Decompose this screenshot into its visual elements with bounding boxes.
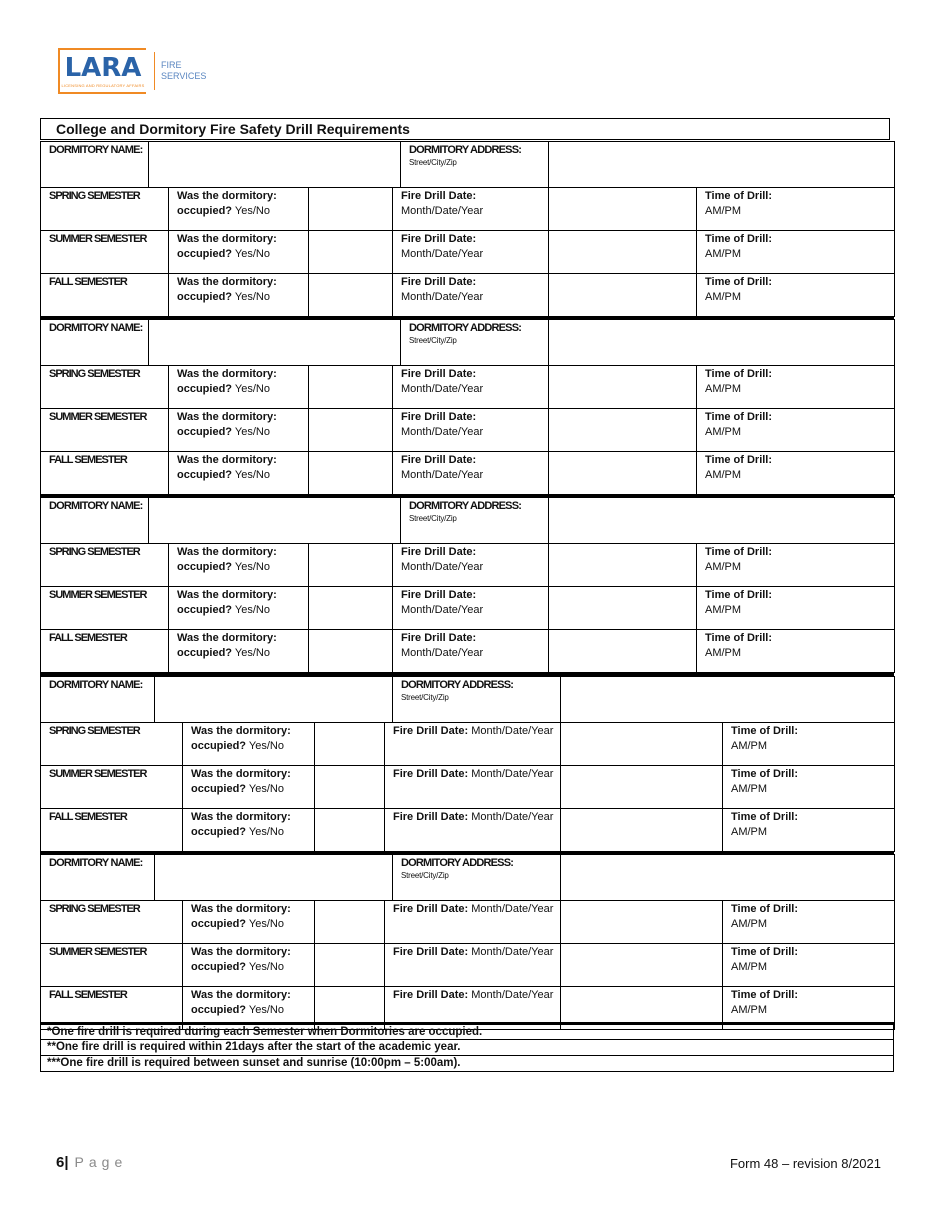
drill-date-field[interactable] (561, 723, 723, 766)
occupied-hint: Yes/No (234, 469, 270, 481)
drill-date-hint: Month/Date/Year (401, 561, 484, 573)
drill-date-label (393, 366, 549, 409)
logo-divider (154, 52, 155, 90)
drill-time-text: Time of Drill: (705, 632, 773, 644)
occupied-hint: Yes/No (234, 604, 270, 616)
occupied-question: Was the dormitory: occupied? (177, 411, 277, 438)
logo-tagline: LICENSING AND REGULATORY AFFAIRS (61, 82, 145, 88)
occupied-question: Was the dormitory: occupied? (177, 632, 277, 659)
occupied-hint: Yes/No (234, 426, 270, 438)
dorm-address-hint: Street/City/Zip (409, 514, 457, 523)
drill-date-label (393, 587, 549, 630)
semester-row (41, 544, 895, 587)
occupied-field[interactable] (309, 231, 393, 274)
dorm-name-field[interactable] (149, 320, 401, 366)
occupied-question: Was the dormitory: occupied? (191, 903, 291, 930)
dorm-address-hint: Street/City/Zip (401, 871, 449, 880)
occupied-question: Was the dormitory: occupied? (177, 276, 277, 303)
semester-label: SUMMER SEMESTER (41, 409, 169, 452)
drill-time-hint: AM/PM (705, 469, 742, 481)
drill-time-label (697, 274, 895, 317)
semester-label: SUMMER SEMESTER (41, 944, 183, 987)
dormitory-table (40, 676, 895, 852)
dormitory-block (40, 494, 894, 673)
drill-date-field[interactable] (549, 409, 697, 452)
drill-date-field[interactable] (549, 587, 697, 630)
drill-date-hint: Month/Date/Year (471, 725, 554, 737)
dormitory-table (40, 141, 895, 317)
semester-label: SPRING SEMESTER (41, 366, 169, 409)
drill-time-hint: AM/PM (731, 918, 768, 930)
drill-date-text: Fire Drill Date: (401, 368, 477, 380)
dorm-name-field[interactable] (149, 142, 401, 188)
dormitory-table (40, 319, 895, 495)
logo-mark (58, 48, 146, 94)
occupied-field[interactable] (309, 452, 393, 495)
drill-date-text: Fire Drill Date: (401, 454, 477, 466)
semester-label: SUMMER SEMESTER (41, 587, 169, 630)
occupied-field[interactable] (315, 809, 385, 852)
page-number (56, 1154, 127, 1171)
drill-date-hint: Month/Date/Year (471, 768, 554, 780)
dormitory-block (40, 316, 894, 495)
semester-row (41, 723, 895, 766)
drill-time-label (723, 944, 895, 987)
drill-date-text: Fire Drill Date: (401, 411, 477, 423)
drill-date-text: Fire Drill Date: (401, 632, 477, 644)
occupied-hint: Yes/No (248, 961, 284, 973)
drill-time-label (697, 452, 895, 495)
dorm-name-field[interactable] (155, 855, 393, 901)
semester-label: SPRING SEMESTER (41, 723, 183, 766)
dormitory-block (40, 141, 894, 317)
drill-time-hint: AM/PM (731, 826, 768, 838)
occupied-label (169, 366, 309, 409)
drill-date-field[interactable] (561, 809, 723, 852)
dorm-name-label: DORMITORY NAME: (41, 320, 149, 366)
semester-label: SPRING SEMESTER (41, 188, 169, 231)
dormitory-table (40, 854, 895, 1030)
occupied-hint: Yes/No (234, 291, 270, 303)
occupied-hint: Yes/No (248, 740, 284, 752)
drill-date-hint: Month/Date/Year (401, 248, 484, 260)
semester-label: FALL SEMESTER (41, 452, 169, 495)
occupied-question: Was the dormitory: occupied? (177, 454, 277, 481)
drill-time-label (723, 766, 895, 809)
dorm-name-field[interactable] (155, 677, 393, 723)
drill-date-hint: Month/Date/Year (401, 604, 484, 616)
drill-time-label (697, 366, 895, 409)
drill-time-hint: AM/PM (705, 205, 742, 217)
dorm-address-text: DORMITORY ADDRESS: (409, 144, 522, 156)
occupied-label (169, 452, 309, 495)
drill-date-field[interactable] (549, 366, 697, 409)
occupied-label (183, 766, 315, 809)
semester-label: SUMMER SEMESTER (41, 231, 169, 274)
drill-time-hint: AM/PM (705, 426, 742, 438)
occupied-hint: Yes/No (234, 248, 270, 260)
drill-time-label (697, 188, 895, 231)
drill-date-field[interactable] (561, 766, 723, 809)
note-1: *One fire drill is required during each Semester when Dormitories are occupied. (40, 1022, 894, 1040)
semester-row (41, 766, 895, 809)
semester-label: FALL SEMESTER (41, 809, 183, 852)
drill-date-field[interactable] (549, 188, 697, 231)
form-title: College and Dormitory Fire Safety Drill Requirements (40, 118, 890, 140)
occupied-hint: Yes/No (248, 783, 284, 795)
dorm-address-field[interactable] (549, 498, 895, 544)
semester-label: FALL SEMESTER (41, 274, 169, 317)
occupied-label (183, 809, 315, 852)
drill-time-hint: AM/PM (705, 248, 742, 260)
drill-time-text: Time of Drill: (705, 276, 773, 288)
dorm-address-label (401, 320, 549, 366)
drill-date-label (393, 231, 549, 274)
form-revision: Form 48 – revision 8/2021 (729, 1156, 881, 1171)
dorm-address-label (393, 677, 561, 723)
drill-time-text: Time of Drill: (705, 411, 773, 423)
occupied-hint: Yes/No (248, 918, 284, 930)
occupied-hint: Yes/No (234, 647, 270, 659)
drill-date-hint: Month/Date/Year (401, 469, 484, 481)
occupied-question: Was the dormitory: occupied? (177, 233, 277, 260)
dormitory-table (40, 497, 895, 673)
drill-date-label (385, 901, 561, 944)
dormitory-header-row (41, 677, 895, 723)
drill-date-text: Fire Drill Date: (401, 233, 477, 245)
semester-row (41, 452, 895, 495)
drill-date-hint: Month/Date/Year (401, 291, 484, 303)
dorm-address-field[interactable] (549, 320, 895, 366)
logo-subtitle (161, 60, 206, 82)
drill-date-label (385, 944, 561, 987)
drill-date-hint: Month/Date/Year (401, 647, 484, 659)
dorm-address-field[interactable] (561, 855, 895, 901)
drill-time-text: Time of Drill: (705, 454, 773, 466)
drill-time-hint: AM/PM (731, 1004, 768, 1016)
drill-date-label (393, 188, 549, 231)
semester-row (41, 409, 895, 452)
dorm-address-text: DORMITORY ADDRESS: (401, 679, 514, 691)
semester-row (41, 901, 895, 944)
drill-date-text: Fire Drill Date: (393, 768, 469, 780)
semester-row (41, 630, 895, 673)
occupied-question: Was the dormitory: occupied? (191, 768, 291, 795)
drill-date-field[interactable] (549, 544, 697, 587)
drill-time-text: Time of Drill: (731, 946, 799, 958)
dorm-address-field[interactable] (561, 677, 895, 723)
drill-date-label (393, 630, 549, 673)
drill-date-text: Fire Drill Date: (401, 589, 477, 601)
drill-time-text: Time of Drill: (731, 903, 799, 915)
drill-time-label (723, 901, 895, 944)
drill-time-text: Time of Drill: (705, 546, 773, 558)
occupied-question: Was the dormitory: occupied? (177, 190, 277, 217)
semester-row (41, 944, 895, 987)
dorm-address-label (393, 855, 561, 901)
logo-brand: LARA (64, 52, 142, 83)
occupied-label (183, 944, 315, 987)
occupied-question: Was the dormitory: occupied? (191, 811, 291, 838)
drill-time-label (697, 544, 895, 587)
dorm-address-text: DORMITORY ADDRESS: (409, 322, 522, 334)
dormitory-header-row (41, 498, 895, 544)
dorm-address-field[interactable] (549, 142, 895, 188)
drill-date-text: Fire Drill Date: (401, 190, 477, 202)
page-number-value: 6| (56, 1154, 69, 1171)
occupied-question: Was the dormitory: occupied? (177, 368, 277, 395)
occupied-field[interactable] (309, 587, 393, 630)
drill-time-text: Time of Drill: (705, 233, 773, 245)
dorm-address-hint: Street/City/Zip (401, 693, 449, 702)
note-3: ***One fire drill is required between sunset and sunrise (10:00pm – 5:00am). (40, 1056, 894, 1072)
drill-time-hint: AM/PM (731, 783, 768, 795)
drill-date-text: Fire Drill Date: (393, 946, 469, 958)
dorm-name-label: DORMITORY NAME: (41, 142, 149, 188)
semester-label: SUMMER SEMESTER (41, 766, 183, 809)
drill-time-text: Time of Drill: (731, 811, 799, 823)
occupied-field[interactable] (309, 188, 393, 231)
drill-date-hint: Month/Date/Year (471, 811, 554, 823)
dormitory-header-row (41, 142, 895, 188)
occupied-field[interactable] (315, 723, 385, 766)
occupied-field[interactable] (309, 409, 393, 452)
drill-date-label (385, 723, 561, 766)
dormitory-block (40, 673, 894, 852)
drill-date-label (385, 766, 561, 809)
drill-date-field[interactable] (549, 231, 697, 274)
drill-time-text: Time of Drill: (705, 368, 773, 380)
semester-label: SPRING SEMESTER (41, 544, 169, 587)
drill-time-text: Time of Drill: (731, 725, 799, 737)
semester-row (41, 188, 895, 231)
drill-time-text: Time of Drill: (705, 190, 773, 202)
drill-date-text: Fire Drill Date: (401, 546, 477, 558)
dormitory-header-row (41, 855, 895, 901)
occupied-field[interactable] (315, 766, 385, 809)
drill-time-hint: AM/PM (705, 291, 742, 303)
dorm-address-text: DORMITORY ADDRESS: (401, 857, 514, 869)
drill-date-field[interactable] (549, 452, 697, 495)
drill-time-label (697, 231, 895, 274)
occupied-hint: Yes/No (248, 1004, 284, 1016)
drill-time-hint: AM/PM (731, 740, 768, 752)
drill-time-label (697, 587, 895, 630)
occupied-label (169, 587, 309, 630)
semester-label: FALL SEMESTER (41, 630, 169, 673)
drill-time-hint: AM/PM (731, 961, 768, 973)
drill-time-hint: AM/PM (705, 647, 742, 659)
drill-date-hint: Month/Date/Year (471, 989, 554, 1001)
occupied-field[interactable] (309, 630, 393, 673)
occupied-field[interactable] (315, 901, 385, 944)
drill-date-hint: Month/Date/Year (471, 903, 554, 915)
semester-row (41, 231, 895, 274)
occupied-field[interactable] (315, 944, 385, 987)
dorm-name-label: DORMITORY NAME: (41, 677, 155, 723)
occupied-hint: Yes/No (234, 205, 270, 217)
requirements-notes (40, 1022, 894, 1072)
dorm-address-hint: Street/City/Zip (409, 336, 457, 345)
drill-date-hint: Month/Date/Year (401, 205, 484, 217)
semester-label: SPRING SEMESTER (41, 901, 183, 944)
lara-logo (58, 46, 206, 96)
occupied-label (169, 274, 309, 317)
note-2: **One fire drill is required within 21days after the start of the academic year. (40, 1040, 894, 1056)
semester-row (41, 366, 895, 409)
logo-sub-line2: SERVICES (161, 71, 207, 81)
drill-date-field[interactable] (561, 901, 723, 944)
drill-time-text: Time of Drill: (731, 989, 799, 1001)
drill-time-hint: AM/PM (705, 383, 742, 395)
occupied-field[interactable] (309, 274, 393, 317)
drill-date-text: Fire Drill Date: (393, 903, 469, 915)
drill-date-hint: Month/Date/Year (401, 426, 484, 438)
dorm-name-label: DORMITORY NAME: (41, 498, 149, 544)
dorm-address-text: DORMITORY ADDRESS: (409, 500, 522, 512)
dormitory-header-row (41, 320, 895, 366)
occupied-label (183, 723, 315, 766)
drill-time-hint: AM/PM (705, 604, 742, 616)
occupied-label (169, 630, 309, 673)
drill-time-label (723, 723, 895, 766)
drill-date-hint: Month/Date/Year (471, 946, 554, 958)
drill-date-field[interactable] (561, 944, 723, 987)
occupied-question: Was the dormitory: occupied? (191, 725, 291, 752)
drill-time-label (723, 809, 895, 852)
drill-date-field[interactable] (549, 274, 697, 317)
dorm-name-field[interactable] (149, 498, 401, 544)
drill-date-label (393, 274, 549, 317)
dorm-address-label (401, 498, 549, 544)
drill-time-text: Time of Drill: (705, 589, 773, 601)
drill-time-label (697, 409, 895, 452)
occupied-label (169, 188, 309, 231)
drill-date-text: Fire Drill Date: (393, 725, 469, 737)
drill-time-hint: AM/PM (705, 561, 742, 573)
semester-row (41, 587, 895, 630)
occupied-hint: Yes/No (248, 826, 284, 838)
occupied-question: Was the dormitory: occupied? (177, 589, 277, 616)
occupied-field[interactable] (309, 544, 393, 587)
drill-time-label (697, 630, 895, 673)
occupied-label (169, 409, 309, 452)
dorm-name-label: DORMITORY NAME: (41, 855, 155, 901)
occupied-hint: Yes/No (234, 383, 270, 395)
drill-date-hint: Month/Date/Year (401, 383, 484, 395)
drill-date-label (393, 409, 549, 452)
drill-date-label (393, 544, 549, 587)
drill-date-field[interactable] (549, 630, 697, 673)
drill-date-text: Fire Drill Date: (401, 276, 477, 288)
page-word: Page (74, 1154, 128, 1170)
drill-date-text: Fire Drill Date: (393, 989, 469, 1001)
occupied-question: Was the dormitory: occupied? (177, 546, 277, 573)
occupied-hint: Yes/No (234, 561, 270, 573)
semester-label: FALL SEMESTER (41, 987, 183, 1030)
semester-row (41, 274, 895, 317)
semester-row (41, 809, 895, 852)
occupied-question: Was the dormitory: occupied? (191, 989, 291, 1016)
occupied-label (183, 901, 315, 944)
logo-sub-line1: FIRE (161, 60, 182, 70)
occupied-label (169, 544, 309, 587)
occupied-question: Was the dormitory: occupied? (191, 946, 291, 973)
drill-date-label (393, 452, 549, 495)
occupied-label (169, 231, 309, 274)
occupied-field[interactable] (309, 366, 393, 409)
drill-date-label (385, 809, 561, 852)
dorm-address-label (401, 142, 549, 188)
drill-date-text: Fire Drill Date: (393, 811, 469, 823)
drill-time-text: Time of Drill: (731, 768, 799, 780)
dorm-address-hint: Street/City/Zip (409, 158, 457, 167)
dormitory-block (40, 851, 894, 1030)
